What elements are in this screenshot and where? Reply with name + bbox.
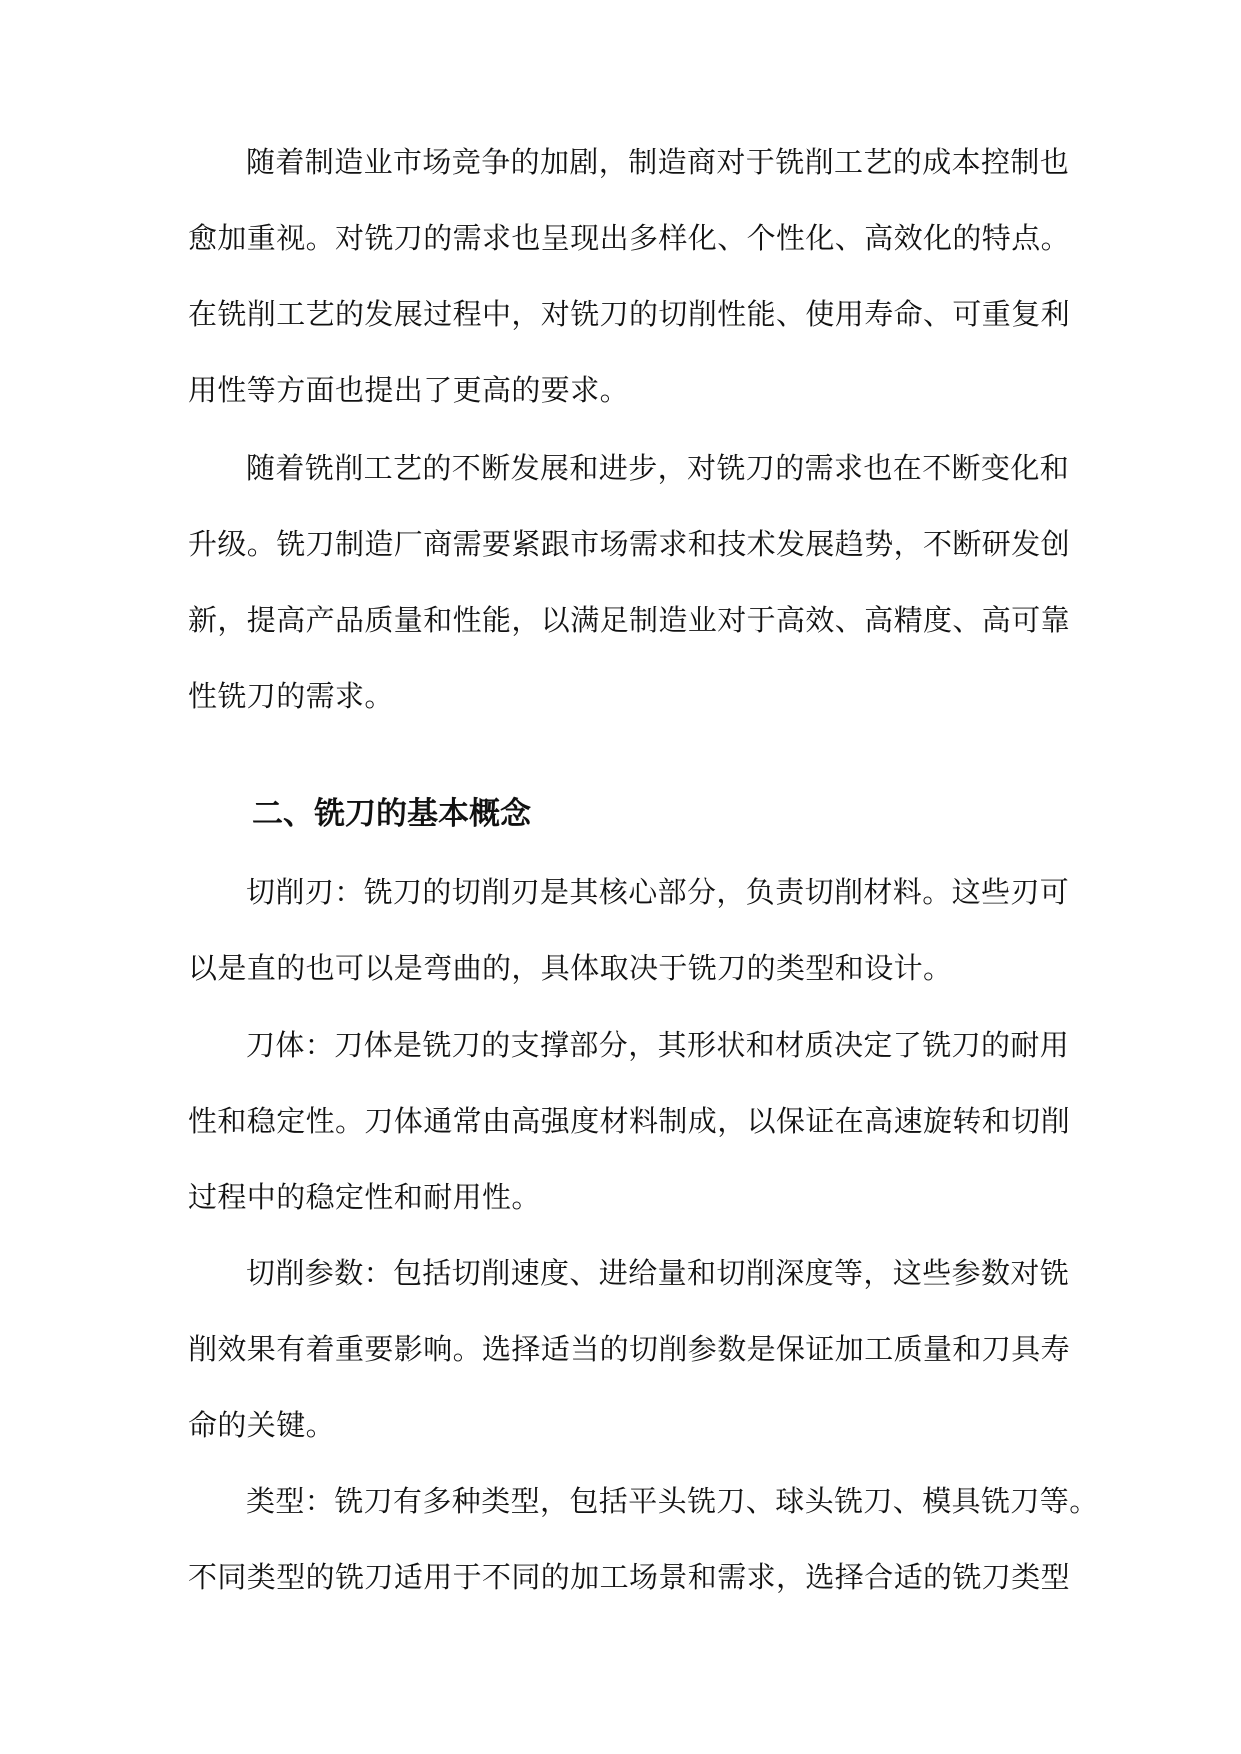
paragraph-line: 新，提高产品质量和性能，以满足制造业对于高效、高精度、高可靠 [188,603,1071,637]
paragraph-line: 在铣削工艺的发展过程中，对铣刀的切削性能、使用寿命、可重复利 [188,297,1071,331]
paragraph-line: 切削参数：包括切削速度、进给量和切削深度等，这些参数对铣 [246,1256,1070,1290]
paragraph-line: 命的关键。 [188,1408,336,1442]
paragraph-line: 性和稳定性。刀体通常由高强度材料制成，以保证在高速旋转和切削 [188,1104,1071,1138]
paragraph-line: 愈加重视。对铣刀的需求也呈现出多样化、个性化、高效化的特点。 [188,221,1071,255]
paragraph-line: 升级。铣刀制造厂商需要紧跟市场需求和技术发展趋势，不断研发创 [188,527,1071,561]
paragraph-cutter-types [188,1463,1099,1615]
section-heading: 二、铣刀的基本概念 [252,796,531,832]
paragraph-line: 过程中的稳定性和耐用性。 [188,1180,541,1214]
paragraph-line: 随着制造业市场竞争的加剧，制造商对于铣削工艺的成本控制也 [246,145,1070,179]
paragraph-line: 性铣刀的需求。 [188,679,394,713]
paragraph-tool-body [188,1007,1071,1235]
paragraph-line: 不同类型的铣刀适用于不同的加工场景和需求，选择合适的铣刀类型 [188,1560,1071,1594]
paragraph-line: 切削刃：铣刀的切削刃是其核心部分，负责切削材料。这些刃可 [246,875,1070,909]
paragraph-development-trend [188,430,1071,734]
paragraph-line: 以是直的也可以是弯曲的，具体取决于铣刀的类型和设计。 [188,951,953,985]
paragraph-line: 刀体：刀体是铣刀的支撑部分，其形状和材质决定了铣刀的耐用 [246,1028,1070,1062]
paragraph-cutting-edge [188,854,1070,1006]
paragraph-line: 类型：铣刀有多种类型，包括平头铣刀、球头铣刀、模具铣刀等。 [246,1484,1099,1518]
paragraph-line: 随着铣削工艺的不断发展和进步，对铣刀的需求也在不断变化和 [246,451,1070,485]
paragraph-line: 用性等方面也提出了更高的要求。 [188,373,630,407]
paragraph-cutting-parameters [188,1235,1071,1463]
paragraph-market-competition [188,124,1071,428]
paragraph-line: 削效果有着重要影响。选择适当的切削参数是保证加工质量和刀具寿 [188,1332,1071,1366]
